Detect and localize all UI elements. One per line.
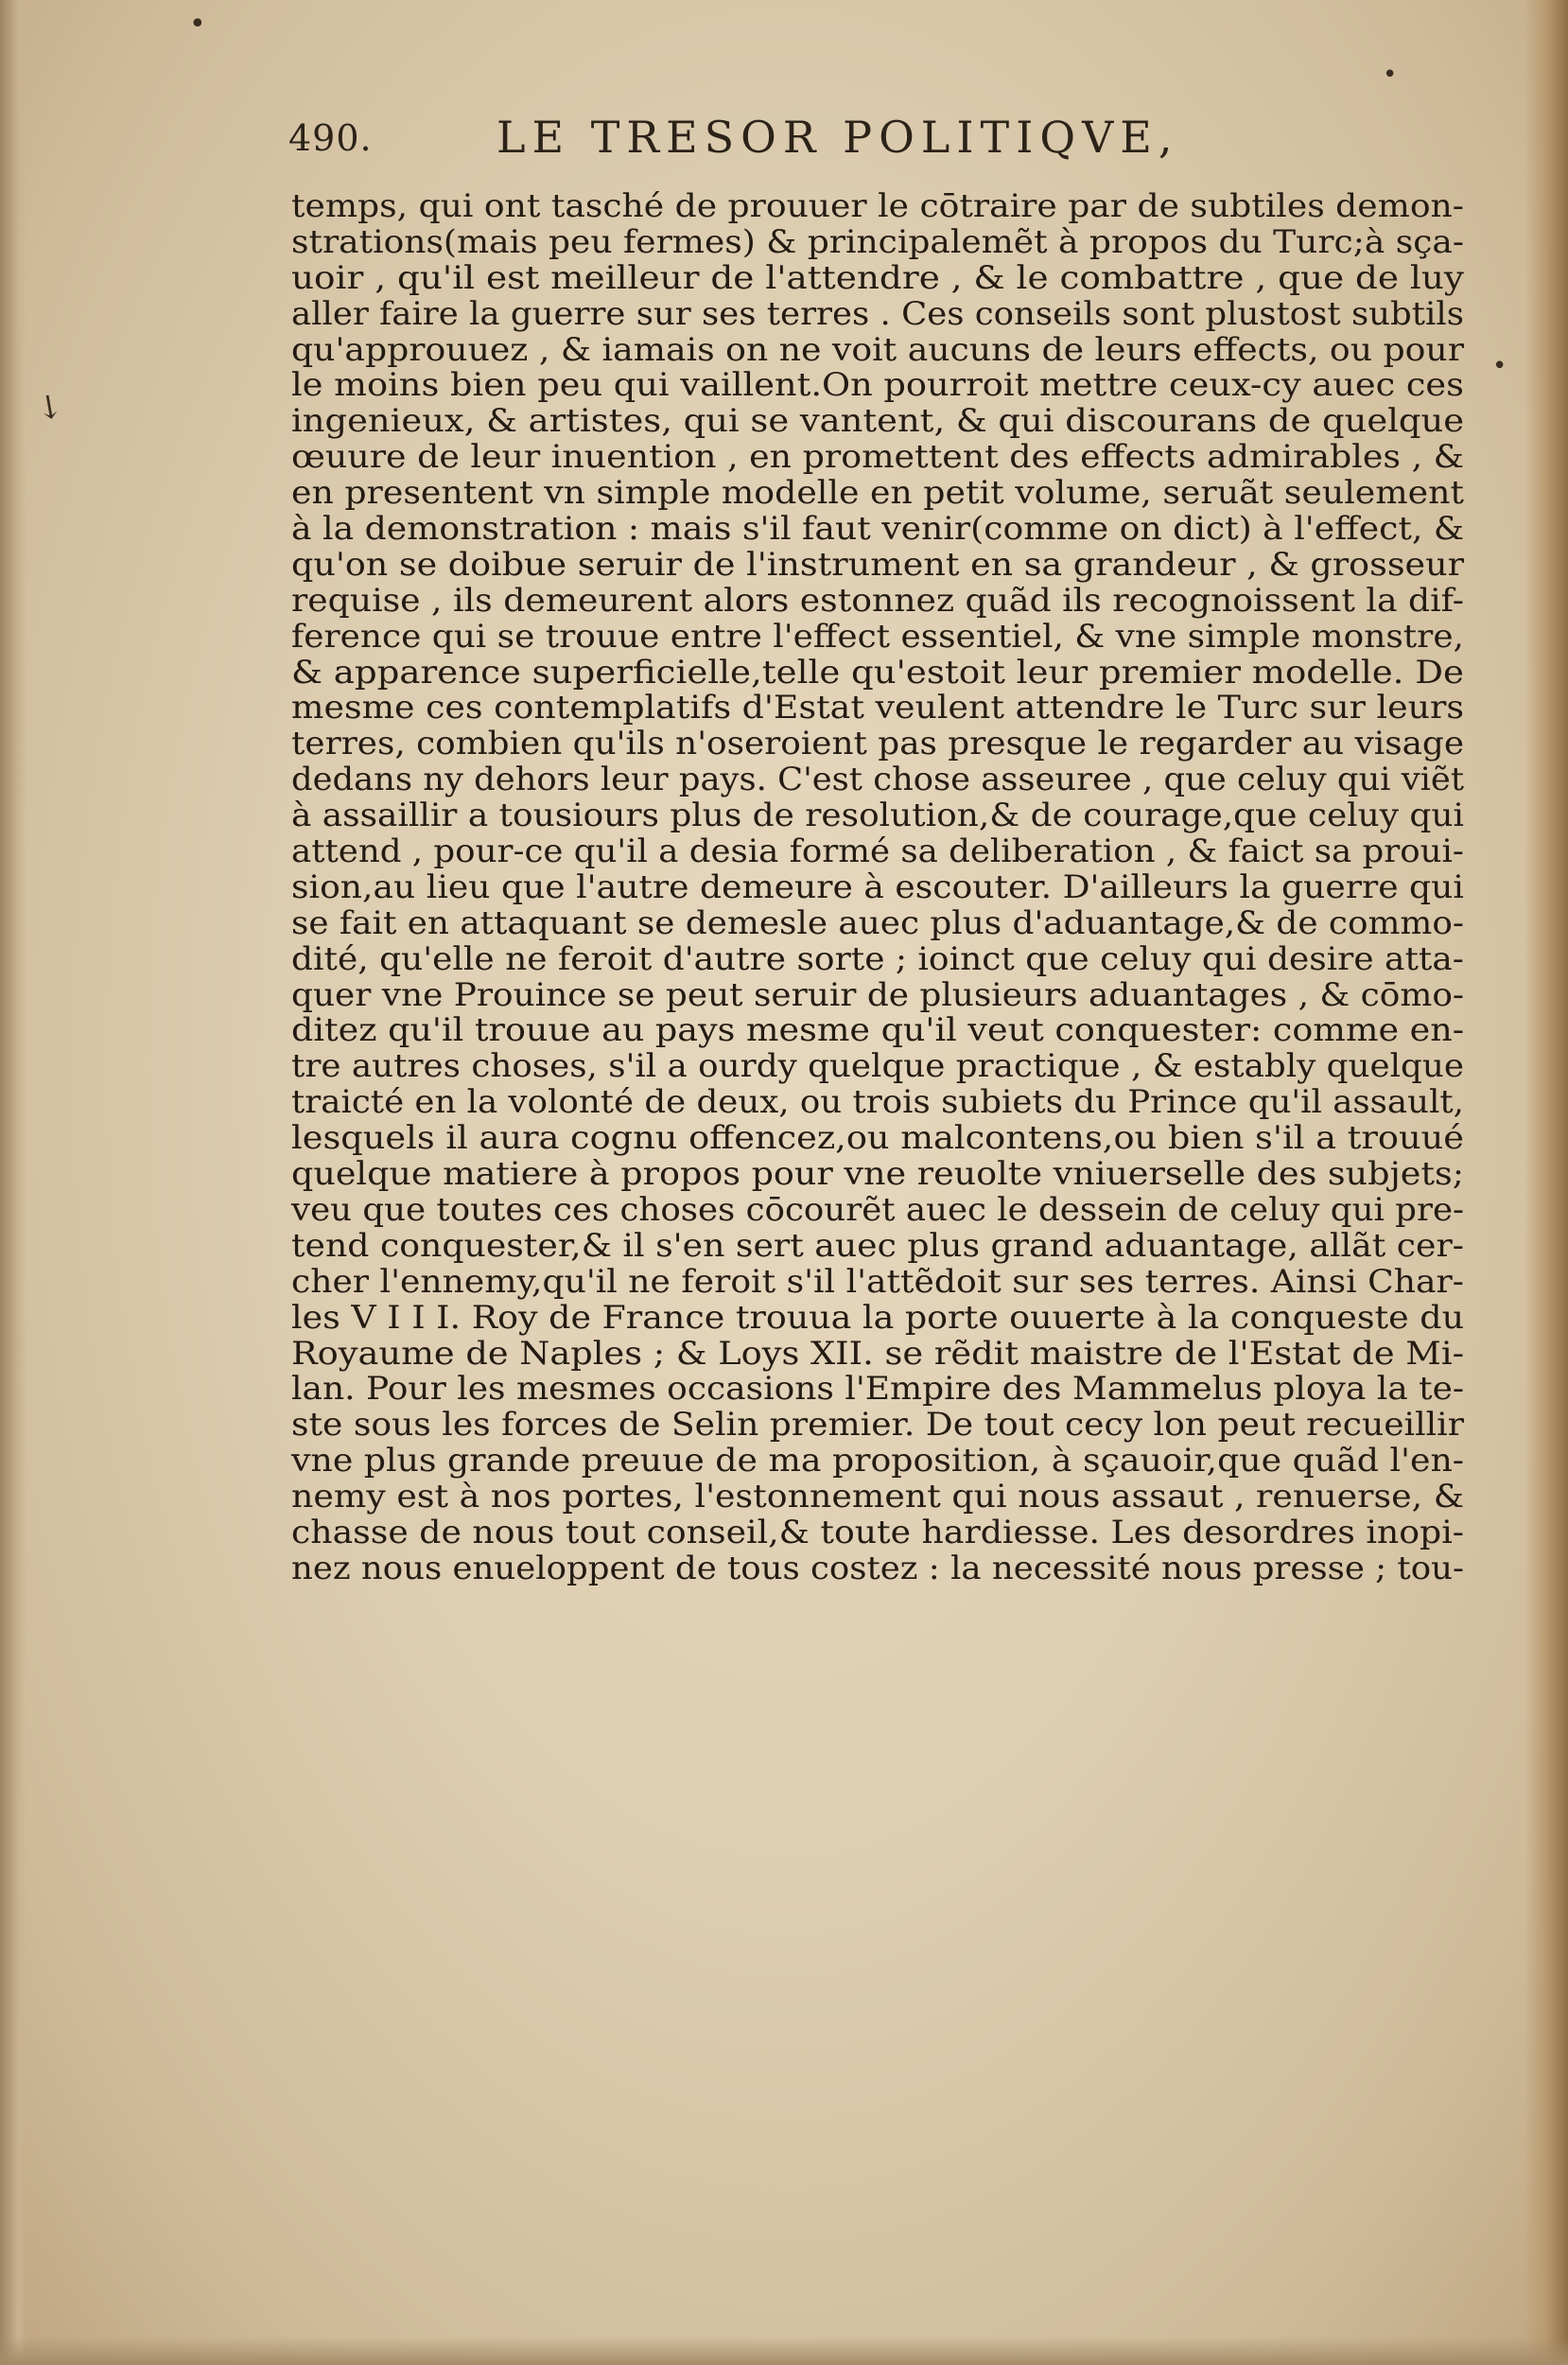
text-line: [291, 330, 1465, 369]
text-line: [291, 653, 1464, 692]
page-header: [288, 112, 1319, 178]
text-line-content: qu'on se doibue seruir de l'instrument en sa grandeur , & grosseur: [291, 545, 1465, 584]
text-line-content: quer vne Prouince se peut seruir de plusieurs aduantages , & cōmo-: [291, 975, 1465, 1014]
text-line: [291, 189, 1464, 225]
text-line: [291, 939, 1464, 978]
text-line-content: quelque matiere à propos pour vne reuolte vniuerselle des subjets;: [291, 1155, 1465, 1194]
text-line-content: veu que toutes ces choses cōcourẽt auec le dessein de celuy qui pre-: [291, 1190, 1465, 1229]
text-line-content: à la demonstration : mais s'il faut venir(comme on dict) à l'effect, &: [291, 510, 1465, 549]
page-bottom-edge: [0, 2337, 1568, 2365]
text-line-content: ditez qu'il trouue au pays mesme qu'il veut conquester: comme en-: [291, 1011, 1465, 1050]
text-line: [291, 617, 1464, 656]
running-title: LE TRESOR POLITIQVE,: [497, 112, 1179, 163]
text-line-content: mesme ces contemplatifs d'Estat veulent attendre le Turc sur leurs: [291, 689, 1465, 727]
body-text: [291, 189, 1464, 1587]
text-line-content: & apparence superficielle,telle qu'estoit leur premier modelle. De: [291, 653, 1464, 692]
text-line-content: terres, combien qu'ils n'oseroient pas presque le regarder au visage: [291, 725, 1465, 763]
text-line: [291, 1551, 1464, 1587]
text-line: [291, 1085, 1464, 1121]
page-left-edge: [0, 0, 26, 2365]
text-line: [291, 1262, 1464, 1301]
text-line: [291, 691, 1464, 727]
text-line-content: ference qui se trouue entre l'effect essentiel, & vne simple monstre,: [291, 617, 1464, 656]
text-line-content: le moins bien peu qui vaillent.On pourroit mettre ceux-cy auec ces: [291, 366, 1465, 405]
text-line: [291, 834, 1464, 870]
text-line: [291, 867, 1464, 906]
text-line-content: uoir , qu'il est meilleur de l'attendre , & le combattre , que de luy: [291, 258, 1465, 297]
margin-mark: ↘: [27, 383, 72, 430]
text-line-content: aller faire la guerre sur ses terres . Ces conseils sont plustost subtils: [291, 294, 1464, 333]
page-right-edge: [1524, 0, 1568, 2365]
text-line: [291, 1408, 1464, 1444]
text-line: [291, 727, 1464, 762]
text-line-content: nemy est à nos portes, l'estonnement qui nous assaut , renuerse, &: [291, 1478, 1465, 1516]
text-line-content: lan. Pour les mesmes occasions l'Empire des Mammelus ploya la te-: [291, 1370, 1465, 1409]
text-line: [291, 222, 1465, 261]
text-line: [291, 545, 1465, 584]
text-line-content: cher l'ennemy,qu'il ne feroit s'il l'attẽdoit sur ses terres. Ainsi Char-: [291, 1262, 1464, 1301]
text-line-content: dedans ny dehors leur pays. C'est chose asseuree , que celuy qui viẽt: [291, 761, 1465, 799]
text-line: [291, 903, 1465, 942]
text-line-content: tend conquester,& il s'en sert auec plus grand aduantage, allãt cer-: [291, 1226, 1465, 1265]
text-line-content: requise , ils demeurent alors estonnez quãd ils recognoissent la dif-: [291, 581, 1464, 620]
text-line-content: strations(mais peu fermes) & principalemẽt à propos du Turc;à sça-: [291, 222, 1465, 261]
text-line: [291, 512, 1464, 548]
text-line: [291, 258, 1465, 297]
text-line: [291, 1480, 1464, 1515]
text-line-content: ste sous les forces de Selin premier. De tout cecy lon peut recueillir: [291, 1406, 1464, 1445]
text-line: [291, 1121, 1464, 1157]
text-line: [291, 581, 1464, 620]
text-line: [291, 1190, 1465, 1229]
text-line: [291, 1013, 1464, 1049]
text-line: [291, 1372, 1464, 1408]
text-line: [291, 762, 1464, 798]
text-line: [291, 1049, 1464, 1085]
text-line-content: chasse de nous tout conseil,& toute hardiesse. Les desordres inopi-: [291, 1513, 1465, 1551]
text-line-content: vne plus grande preuue de ma proposition, à sçauoir,que quãd l'en-: [291, 1442, 1465, 1480]
text-line: [291, 368, 1464, 404]
text-line-content: dité, qu'elle ne feroit d'autre sorte ; ioinct que celuy qui desire atta-: [291, 939, 1464, 978]
ink-speck: •: [1383, 61, 1398, 89]
text-line: [291, 1444, 1464, 1480]
text-line: [291, 1298, 1465, 1337]
text-line-content: à assaillir a tousiours plus de resolution,& de courage,que celuy qui: [291, 797, 1464, 835]
text-line-content: en presentent vn simple modelle en petit volume, seruãt seulement: [291, 474, 1464, 513]
text-line-content: sion,au lieu que l'autre demeure à escouter. D'ailleurs la guerre qui: [291, 867, 1464, 906]
text-line: [291, 1157, 1464, 1193]
text-line: [291, 1226, 1465, 1265]
text-line: [291, 1515, 1464, 1551]
text-line-content: qu'approuuez , & iamais on ne voit aucuns de leurs effects, ou pour: [291, 330, 1465, 369]
text-line-content: lesquels il aura cognu offencez,ou malcontens,ou bien s'il a trouué: [291, 1119, 1464, 1158]
text-line: [291, 476, 1464, 512]
text-line: [291, 294, 1464, 333]
ink-speck: •: [1492, 352, 1507, 380]
text-line-content: ingenieux, & artistes, qui se vantent, & qui discourans de quelque: [291, 402, 1465, 441]
text-line-content: œuure de leur inuention , en promettent des effects admirables , &: [291, 438, 1464, 477]
text-line-content: les V I I I. Roy de France trouua la porte ouuerte à la conqueste du: [291, 1298, 1465, 1337]
text-line: [291, 440, 1464, 476]
text-line: [291, 975, 1465, 1014]
text-line-content: traicté en la volonté de deux, ou trois subiets du Prince qu'il assault,: [291, 1083, 1464, 1122]
text-line-content: attend , pour-ce qu'il a desia formé sa deliberation , & faict sa proui-: [291, 832, 1464, 871]
text-line-content: Royaume de Naples ; & Loys XII. se rẽdit maistre de l'Estat de Mi-: [291, 1334, 1465, 1373]
text-line-content: temps, qui ont tasché de prouuer le cōtraire par de subtiles demon-: [291, 187, 1464, 225]
text-line-content: nez nous enueloppent de tous costez : la necessité nous presse ; tou-: [291, 1549, 1464, 1587]
text-line: [291, 404, 1464, 440]
text-line-content: tre autres choses, s'il a ourdy quelque practique , & estably quelque: [291, 1047, 1464, 1086]
folio-number: 490.: [288, 117, 373, 159]
text-line-content: se fait en attaquant se demesle auec plus d'aduantage,& de commo-: [291, 903, 1465, 942]
text-line: [291, 1334, 1465, 1373]
text-line: [291, 798, 1464, 834]
ink-speck: •: [189, 8, 206, 41]
